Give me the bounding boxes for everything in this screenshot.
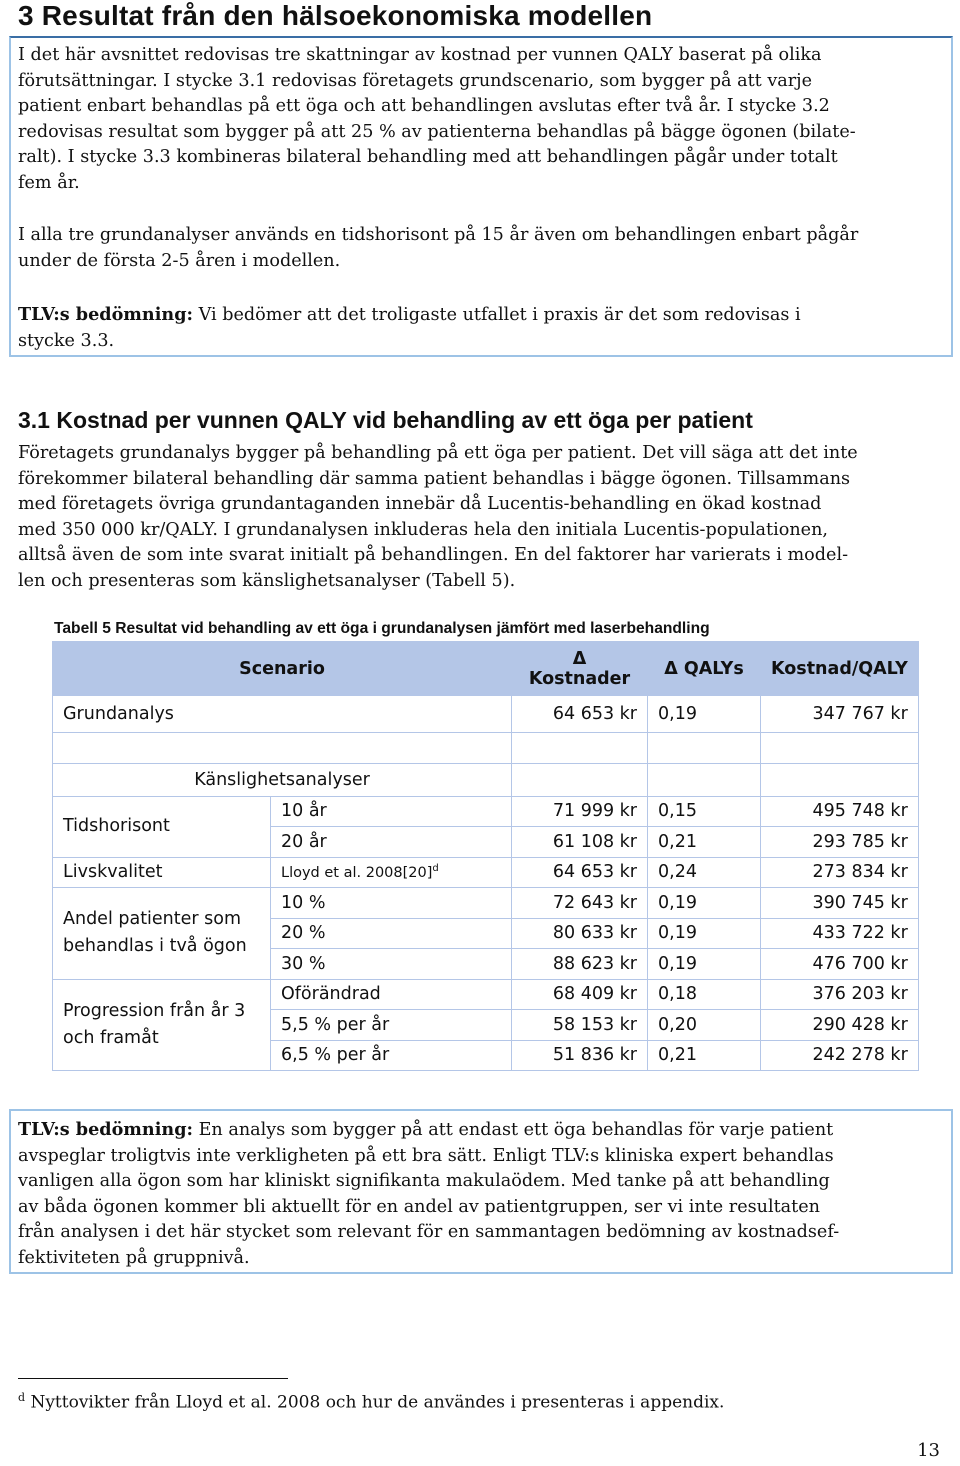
cpq-cell: 495 748 kr [761, 796, 919, 827]
cpq-cell: 290 428 kr [761, 1010, 919, 1041]
assessment2-line: avspeglar troligtvis inte verkligheten på ett bra sätt. Enligt TLV:s kliniska expert behandlas [18, 1145, 834, 1166]
cpq-cell: 476 700 kr [761, 949, 919, 980]
assessment2-text: En analys som bygger på att endast ett öga behandlas för varje patient [193, 1120, 834, 1140]
qaly-cell: 0,19 [648, 918, 761, 949]
footnote-ref: d [432, 863, 439, 875]
group-label [53, 888, 271, 980]
assessment2-paragraph [18, 1117, 839, 1272]
intro-line: patient enbart behandlas på ett öga och att behandlingen avslutas efter två år. I stycke 3.2 [18, 96, 830, 117]
empty-cell [648, 763, 761, 796]
table-header-row [53, 642, 919, 696]
assessment-line: stycke 3.3. [18, 330, 115, 351]
variant-cell: 5,5 % per år [271, 1010, 512, 1041]
assessment2-line: från analysen i det här stycket som relevant för en sammantagen bedömning av kostnadsef- [18, 1222, 840, 1243]
variant-cell: 30 % [271, 949, 512, 980]
qaly-cell: 0,19 [648, 888, 761, 919]
assessment-text: Vi bedömer att det troligaste utfallet i praxis är det som redovisas i [193, 305, 801, 325]
table-row [53, 733, 919, 764]
base-cpq: 347 767 kr [761, 696, 919, 733]
cpq-cell: 293 785 kr [761, 827, 919, 858]
subsection-title: 3.1 Kostnad per vunnen QALY vid behandling av ett öga per patient [18, 407, 753, 433]
group-label: Tidshorisont [53, 796, 271, 857]
base-qaly: 0,19 [648, 696, 761, 733]
footnote [18, 1391, 724, 1413]
horizon-line: under de första 2-5 åren i modellen. [18, 250, 341, 271]
body-line: med 350 000 kr/QALY. I grundanalysen inkluderas hela den initiala Lucentis-populationen, [18, 519, 828, 540]
intro-line: I det här avsnittet redovisas tre skattningar av kostnad per vunnen QALY baserat på olika [18, 45, 822, 65]
variant-cell: Oförändrad [271, 979, 512, 1010]
cost-cell: 72 643 kr [512, 888, 648, 919]
variant-cell: 10 år [271, 796, 512, 827]
assessment-line [18, 302, 801, 329]
footnote-divider [18, 1378, 288, 1379]
footnote-mark: d [18, 1391, 26, 1404]
cost-cell: 68 409 kr [512, 979, 648, 1010]
cost-cell: 88 623 kr [512, 949, 648, 980]
qaly-cell: 0,19 [648, 949, 761, 980]
empty-cell [648, 733, 761, 764]
assessment2-line: vanligen alla ögon som har kliniskt signifikanta makulaödem. Med tanke på att behandling [18, 1171, 830, 1192]
variant-cell: 10 % [271, 888, 512, 919]
qaly-cell: 0,18 [648, 979, 761, 1010]
cost-cell: 51 836 kr [512, 1040, 648, 1071]
results-table [52, 641, 919, 1071]
table-row [53, 979, 919, 1010]
variant-cell: 20 år [271, 827, 512, 858]
subsection-paragraph [18, 441, 858, 595]
body-line: med företagets övriga grundantaganden innebär då Lucentis-behandling en ökad kostnad [18, 494, 822, 515]
variant-cell [271, 857, 512, 888]
header-qaly: Δ QALYs [648, 642, 761, 696]
qaly-cell: 0,21 [648, 827, 761, 858]
empty-cell [53, 733, 512, 764]
cpq-cell: 242 278 kr [761, 1040, 919, 1071]
table-row [53, 857, 919, 888]
cpq-cell: 376 203 kr [761, 979, 919, 1010]
group-label-line: och framåt [63, 1027, 159, 1048]
group-label-line: Andel patienter som [63, 909, 242, 930]
intro-line: redovisas resultat som bygger på att 25 % av patienterna behandlas på bägge ögonen (bilate- [18, 121, 856, 142]
group-label: Livskvalitet [53, 857, 271, 888]
assessment-paragraph [18, 302, 801, 354]
sensitivity-label: Känslighetsanalyser [53, 763, 512, 796]
cost-cell: 64 653 kr [512, 857, 648, 888]
qaly-cell: 0,15 [648, 796, 761, 827]
group-label [53, 979, 271, 1071]
intro-line: förutsättningar. I stycke 3.1 redovisas företagets grundscenario, som bygger på att varje [18, 70, 813, 91]
empty-cell [761, 733, 919, 764]
footnote-text: Nyttovikter från Lloyd et al. 2008 och hur de användes i presenteras i appendix. [25, 1392, 725, 1413]
empty-cell [512, 763, 648, 796]
group-label-line: behandlas i två ögon [63, 936, 247, 957]
assessment2-line: av båda ögonen kommer bli aktuellt för en andel av patientgruppen, ser vi inte resultaten [18, 1196, 820, 1217]
intro-line: fem år. [18, 172, 80, 193]
empty-cell [512, 733, 648, 764]
cpq-cell: 273 834 kr [761, 857, 919, 888]
assessment2-label: TLV:s bedömning: [18, 1119, 193, 1140]
assessment2-line: fektiviteten på gruppnivå. [18, 1247, 250, 1268]
table-row [53, 763, 919, 796]
qaly-cell: 0,21 [648, 1040, 761, 1071]
body-line: förekommer bilateral behandling där samma patient behandlas i bägge ögonen. Tillsammans [18, 468, 851, 489]
body-line: alltså även de som inte svarat initialt på behandlingen. En del faktorer har varierats i model- [18, 545, 849, 566]
table-row [53, 888, 919, 919]
header-cpq: Kostnad/QALY [761, 642, 919, 696]
cpq-cell: 390 745 kr [761, 888, 919, 919]
variant-text: Lloyd et al. 2008[20] [281, 865, 433, 882]
variant-cell: 20 % [271, 918, 512, 949]
cost-cell: 80 633 kr [512, 918, 648, 949]
cost-cell: 61 108 kr [512, 827, 648, 858]
cost-cell: 71 999 kr [512, 796, 648, 827]
table-row [53, 796, 919, 827]
body-line: len och presenteras som känslighetsanalyser (Tabell 5). [18, 570, 516, 591]
assessment-label: TLV:s bedömning: [18, 304, 193, 325]
empty-cell [761, 763, 919, 796]
intro-paragraph [18, 43, 856, 197]
qaly-cell: 0,20 [648, 1010, 761, 1041]
page-number: 13 [917, 1440, 940, 1461]
cpq-cell: 433 722 kr [761, 918, 919, 949]
table-caption: Tabell 5 Resultat vid behandling av ett öga i grundanalysen jämfört med laserbehandling [54, 620, 710, 637]
table-row [53, 696, 919, 733]
horizon-line: I alla tre grundanalyser används en tidshorisont på 15 år även om behandlingen enbart pågår [18, 225, 859, 245]
header-scenario: Scenario [53, 642, 512, 696]
cost-cell: 58 153 kr [512, 1010, 648, 1041]
intro-line: ralt). I stycke 3.3 kombineras bilateral behandling med att behandlingen pågår under totalt [18, 147, 838, 168]
horizon-paragraph [18, 223, 858, 274]
base-cost: 64 653 kr [512, 696, 648, 733]
variant-cell: 6,5 % per år [271, 1040, 512, 1071]
assessment2-line [18, 1117, 839, 1144]
qaly-cell: 0,24 [648, 857, 761, 888]
base-label: Grundanalys [53, 696, 512, 733]
body-line: Företagets grundanalys bygger på behandling på ett öga per patient. Det vill säga att det inte [18, 443, 858, 463]
group-label-line: Progression från år 3 [63, 1000, 246, 1021]
header-cost: Δ Kostnader [512, 642, 648, 696]
section-title: 3 Resultat från den hälsoekonomiska modellen [18, 0, 653, 31]
